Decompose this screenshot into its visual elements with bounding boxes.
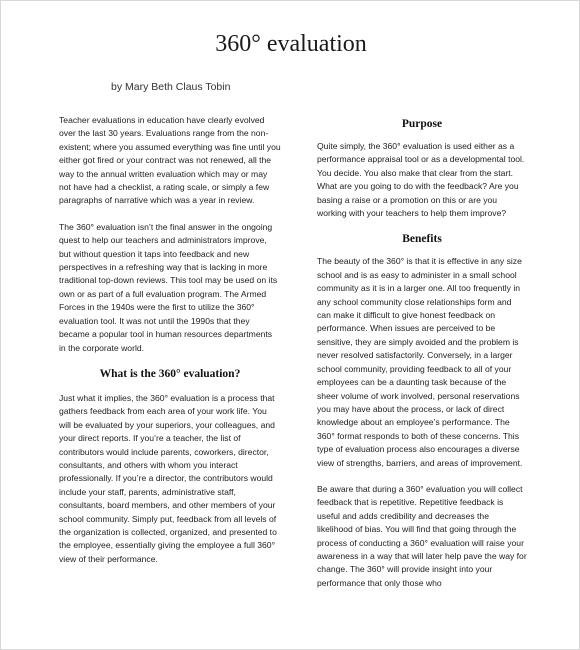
paragraph: The beauty of the 360° is that it is effective in any size school and is as easy to administer in a small school community as it is in a larger one. All too frequently in any school community close relationships form and can make it difficult to give honest feedback on performance. When issues are perceived to be sensitive, they are simply avoided and the problem is never resolved satisfactorily. Conversely, in a larger school community, providing feedback to all of your employees can be a daunting task because of the sheer volume of work involved, personal reservations you may have about the process, or lack of direct knowledge about an employee’s performance. The 360° format responds to both of these concerns. This type of evaluation process also encourages a diverse view of strengths, barriers, and areas of improvement. [317, 256, 523, 468]
paragraph: The 360° evaluation isn’t the final answer in the ongoing quest to help our teachers and administrators improve, but without question it taps into feedback and new perspectives in a refreshing way that is lacking in more traditional top-down reviews. This tool may be used on its own or as part of a full evaluation program. The Armed Forces in the 1940s were the first to utilize the 360° evaluation tool. It was not until the 1990s that they became a popular tool in human resources departments in the corporate world. [59, 221, 278, 353]
paragraph: Teacher evaluations in education have clearly evolved over the last 30 years. Evaluations range from the non-existent; where you assumed everything was fine until you either got fired or your contract was not renewed, all the way to the annual written evaluation which may or may not have had a checklist, a rating scale, or simply a few paragraphs of narrative which was a year in review. [59, 115, 281, 206]
paragraph: Quite simply, the 360° evaluation is used either as a performance appraisal tool or as a developmental tool. You decide. You also make that clear from the start. What are you going to do with the feedback? Are you basing a raise or a promotion on this or are you working with your teachers to help them improve? [317, 141, 525, 219]
author-byline: by Mary Beth Claus Tobin [111, 81, 231, 93]
left-column [59, 114, 281, 579]
section-heading-purpose: Purpose [401, 118, 443, 130]
section-heading-what-is: What is the 360° evaluation? [99, 367, 241, 380]
section-heading-benefits: Benefits [402, 233, 442, 246]
document-title: 360° evaluation [215, 31, 367, 57]
paragraph: Be aware that during a 360° evaluation you will collect feedback that is repetitive. Repetitive feedback is useful and adds credibility and decreases the likelihood of bias. You will find that going through the process of conducting a 360° evaluation will raise your awareness in a way that will later help pave the way for change. The 360° will provide insight into your performance that only those who [317, 483, 527, 588]
right-column [317, 118, 527, 603]
paragraph: Just what it implies, the 360° evaluation is a process that gathers feedback from each area of your work life. You will be evaluated by your superiors, your colleagues, and your direct reports. If you’re a teacher, the list of contributors would include parents, coworkers, director, consultants, and others with whom you interact professionally. If you’re a director, the contributors would include your staff, parents, administrative staff, consultants, board members, and other members of your school community. Simply put, feedback from all levels of the organization is collected, organized, and presented to the employee, essentially giving the employee a full 360° view of their performance. [59, 392, 277, 564]
